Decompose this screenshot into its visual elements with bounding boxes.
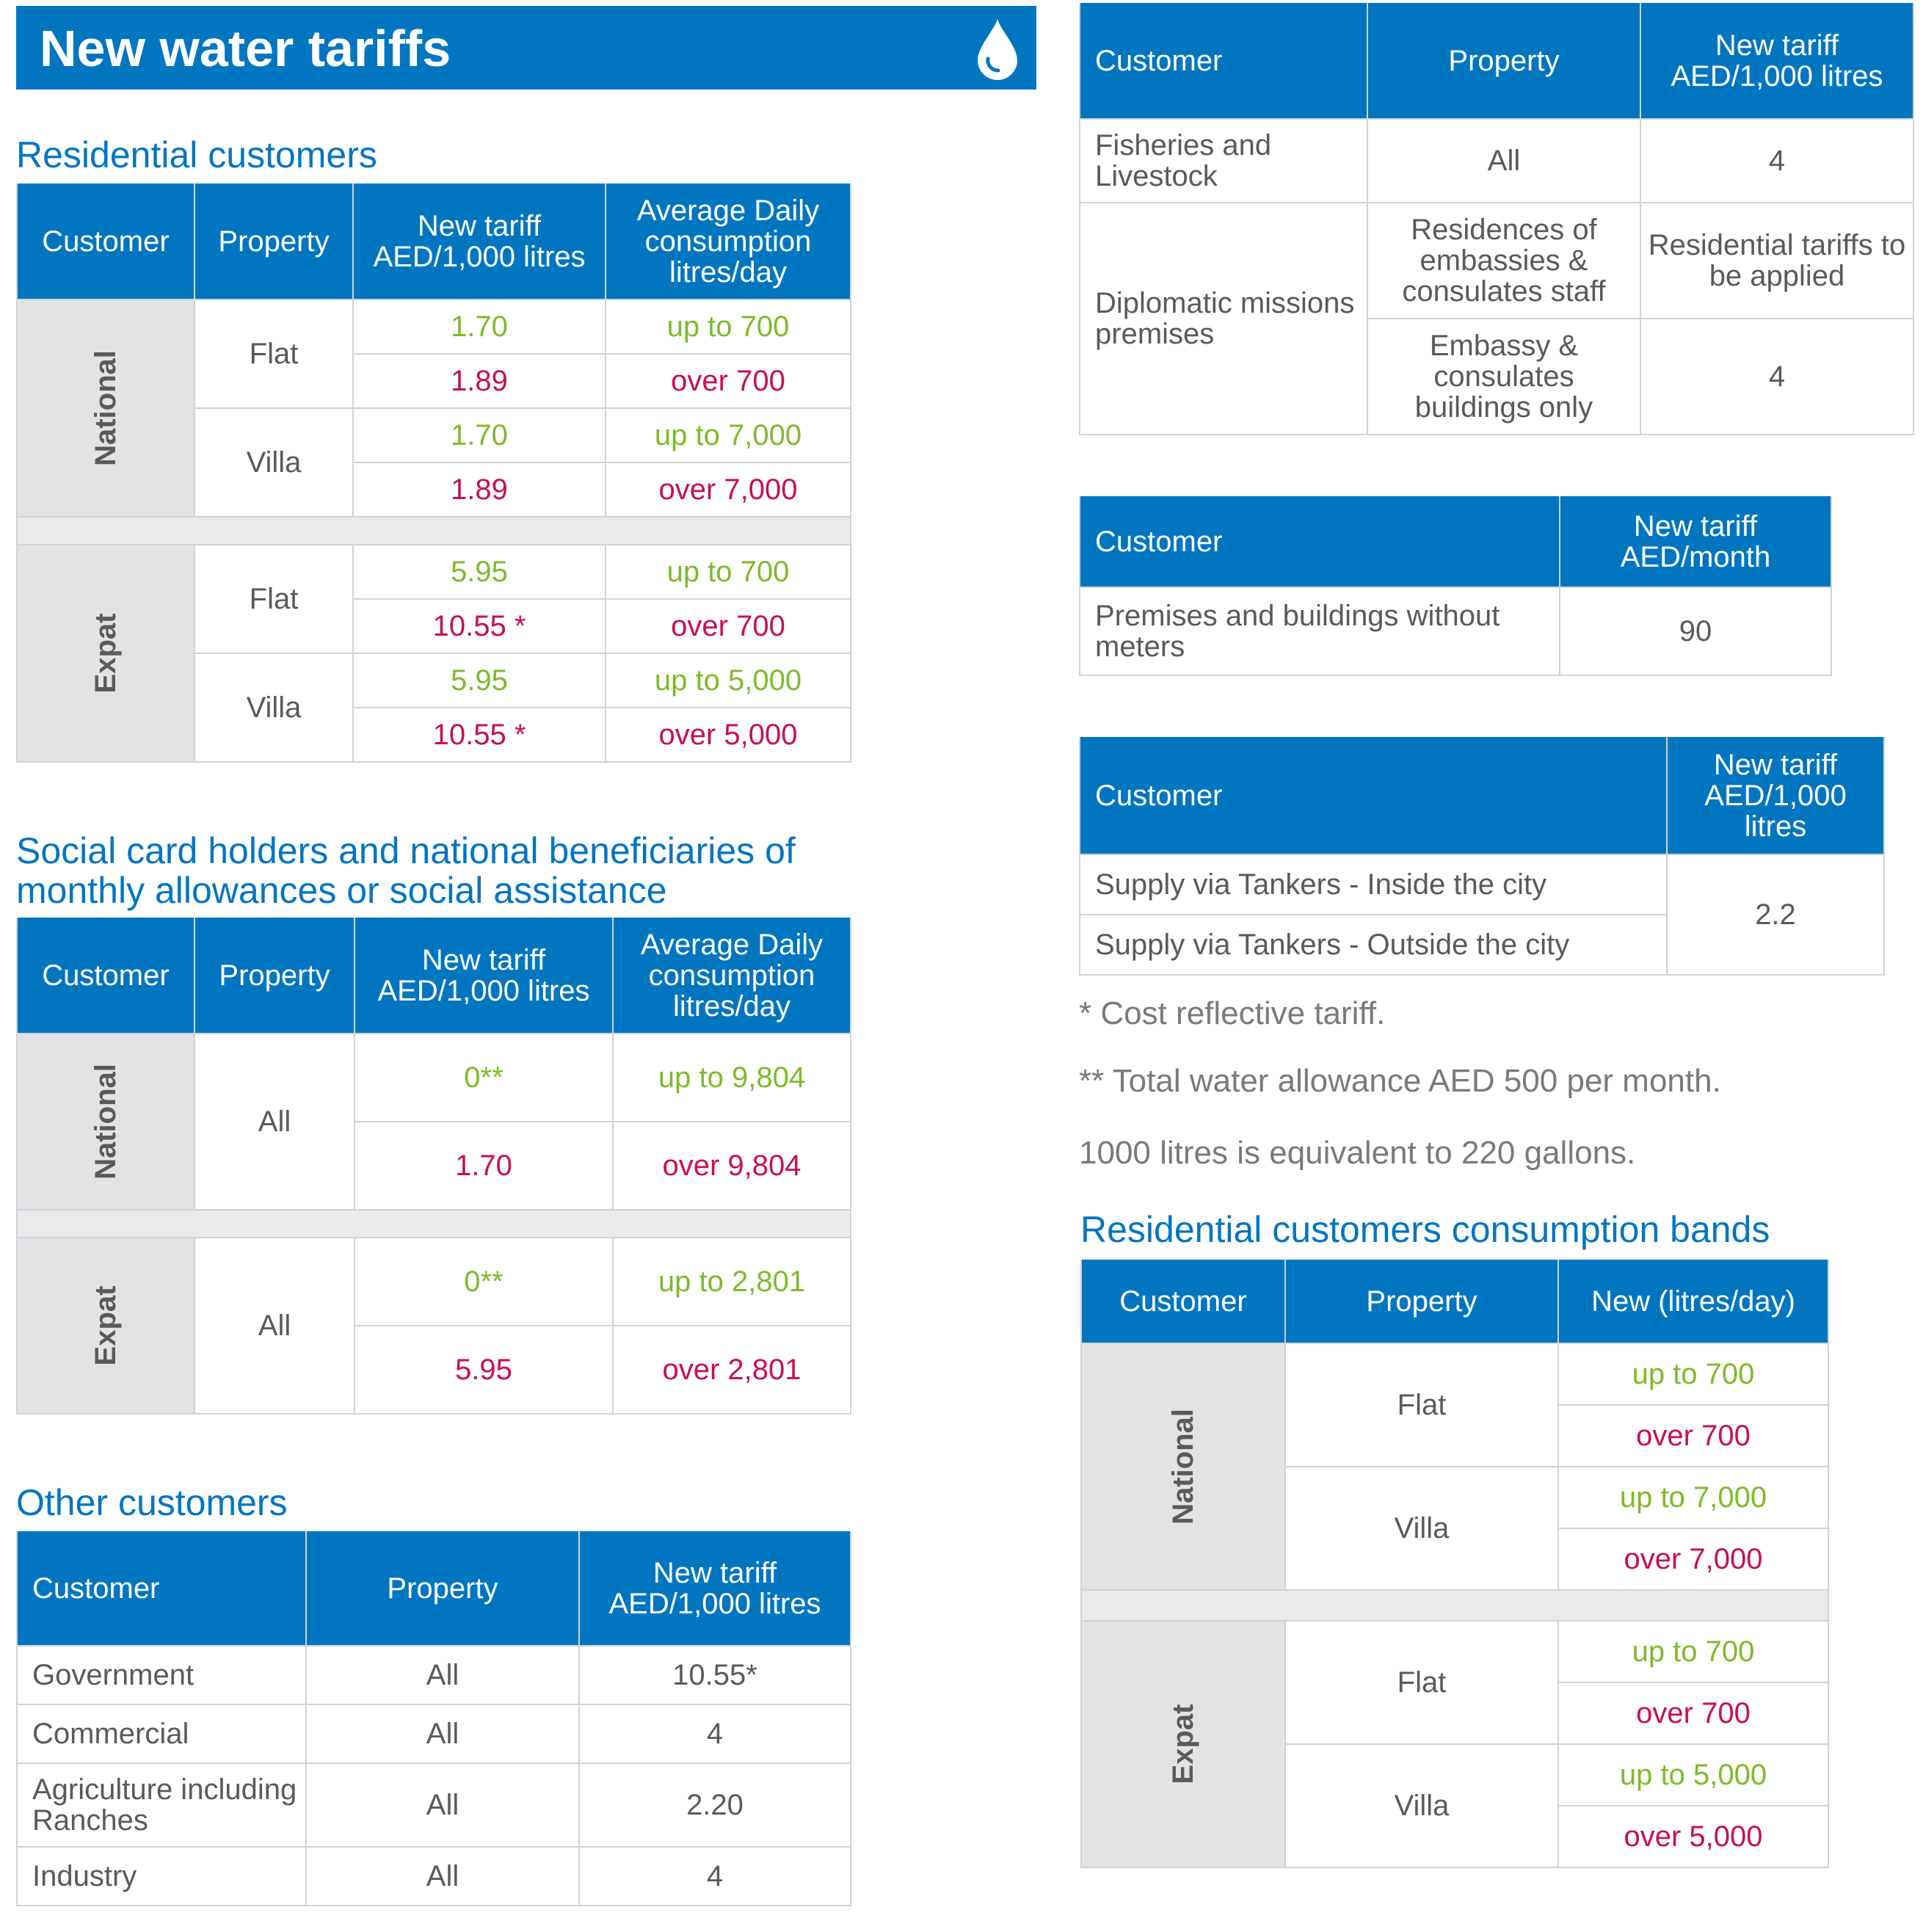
- consumption-value: up to 7,000: [606, 408, 851, 462]
- water-drop-icon: [972, 16, 1023, 82]
- property-cell: Embassy & consulates buildings only: [1367, 319, 1640, 435]
- property-flat: Flat: [195, 545, 353, 653]
- property-all: All: [195, 1238, 355, 1414]
- social-table: [16, 918, 851, 1414]
- property-cell: All: [306, 1704, 579, 1763]
- consumption-value: up to 5,000: [606, 653, 851, 708]
- consumption-value: over 700: [606, 354, 851, 408]
- tankers-table: [1079, 737, 1885, 976]
- property-villa: Villa: [195, 653, 353, 762]
- property-villa: Villa: [1285, 1467, 1558, 1590]
- table-row: [17, 1847, 851, 1906]
- consumption-value: over 700: [606, 599, 851, 653]
- table-row: [17, 1763, 851, 1847]
- consumption-value: over 9,804: [613, 1122, 851, 1210]
- band-value: over 700: [1558, 1682, 1828, 1744]
- customer-cell: Supply via Tankers - Outside the city: [1080, 915, 1667, 975]
- consumption-value: over 5,000: [606, 708, 851, 762]
- band-value: over 5,000: [1558, 1806, 1828, 1867]
- property-flat: Flat: [195, 299, 353, 408]
- tariff-value: 1.70: [355, 1122, 613, 1210]
- group-separator: [17, 1210, 851, 1238]
- customer-cell: Government: [17, 1646, 306, 1704]
- tariff-cell: 4: [1640, 319, 1913, 435]
- tariff-value: 5.95: [353, 653, 606, 708]
- table-row: [17, 1034, 851, 1122]
- header-consumption: Average Daily consumption litres/day: [606, 184, 851, 299]
- group-national: National: [1081, 1343, 1285, 1590]
- header-property: Property: [195, 184, 353, 299]
- tariff-value: 10.55 *: [353, 599, 606, 653]
- property-cell: All: [306, 1763, 579, 1847]
- consumption-value: up to 9,804: [613, 1034, 851, 1122]
- consumption-value: up to 700: [606, 545, 851, 599]
- residential-table: [16, 184, 851, 763]
- table-header-row: [17, 918, 851, 1034]
- table-header-row: [1080, 737, 1884, 854]
- tariff-cell: 2.2: [1667, 854, 1884, 975]
- group-expat: Expat: [1081, 1621, 1285, 1867]
- header-customer: Customer: [17, 1531, 306, 1646]
- tariff-cell: 4: [579, 1704, 851, 1763]
- band-value: over 7,000: [1558, 1528, 1828, 1590]
- bands-table: [1080, 1260, 1829, 1868]
- header-tariff: New tariff AED/1,000 litres: [1640, 3, 1913, 119]
- consumption-value: up to 2,801: [613, 1238, 851, 1326]
- group-separator: [1081, 1590, 1828, 1621]
- table-row: [1080, 587, 1831, 675]
- special-table: [1079, 3, 1914, 435]
- group-expat: Expat: [17, 1238, 195, 1414]
- tariff-cell: 4: [579, 1847, 851, 1906]
- table-row: [1081, 1343, 1828, 1405]
- property-all: All: [195, 1034, 355, 1210]
- consumption-value: up to 700: [606, 299, 851, 354]
- residential-title: Residential customers: [16, 134, 377, 175]
- tariff-value: 1.70: [353, 299, 606, 354]
- header-property: Property: [195, 918, 355, 1034]
- bands-title: Residential customers consumption bands: [1080, 1209, 1770, 1250]
- customer-cell: Supply via Tankers - Inside the city: [1080, 854, 1667, 915]
- customer-cell: Industry: [17, 1847, 306, 1906]
- tariff-cell: 10.55*: [579, 1646, 851, 1704]
- header-property: Property: [1285, 1260, 1558, 1343]
- tariff-cell: 4: [1640, 119, 1913, 203]
- tariff-value: 1.89: [353, 354, 606, 408]
- table-header-row: [1081, 1260, 1828, 1343]
- tariff-value: 1.89: [353, 462, 606, 517]
- header-tariff: New tariff AED/1,000 litres: [355, 918, 613, 1034]
- property-flat: Flat: [1285, 1343, 1558, 1467]
- consumption-value: over 7,000: [606, 462, 851, 517]
- band-value: over 700: [1558, 1405, 1828, 1467]
- band-value: up to 7,000: [1558, 1467, 1828, 1528]
- table-header-row: [17, 1531, 851, 1646]
- table-row: [1080, 854, 1884, 915]
- table-row: [17, 1704, 851, 1763]
- header-consumption: Average Daily consumption litres/day: [613, 918, 851, 1034]
- tariff-value: 1.70: [353, 408, 606, 462]
- note-gallons: 1000 litres is equivalent to 220 gallons.: [1079, 1135, 1636, 1171]
- header-customer: Customer: [17, 918, 195, 1034]
- tariff-value: 5.95: [355, 1326, 613, 1414]
- tariff-cell: 90: [1560, 587, 1831, 675]
- band-value: up to 700: [1558, 1343, 1828, 1405]
- table-header-row: [17, 184, 851, 299]
- table-row: [17, 545, 851, 599]
- note-cost-reflective: * Cost reflective tariff.: [1079, 995, 1386, 1031]
- tariff-cell: Residential tariffs to be applied: [1640, 203, 1913, 319]
- table-row: [1080, 119, 1913, 203]
- tariff-cell: 2.20: [579, 1763, 851, 1847]
- customer-cell: Premises and buildings without meters: [1080, 587, 1560, 675]
- header-customer: Customer: [1080, 3, 1367, 119]
- property-cell: All: [306, 1847, 579, 1906]
- table-header-row: [1080, 496, 1831, 587]
- other-table: [16, 1531, 851, 1906]
- property-cell: All: [1367, 119, 1640, 203]
- header-tariff: New tariff AED/1,000 litres: [1667, 737, 1884, 854]
- table-row: [17, 299, 851, 354]
- band-value: up to 700: [1558, 1621, 1828, 1682]
- table-header-row: [1080, 3, 1913, 119]
- property-flat: Flat: [1285, 1621, 1558, 1744]
- tariff-value: 0**: [355, 1238, 613, 1326]
- tariff-value: 10.55 *: [353, 708, 606, 762]
- header-tariff: New tariff AED/month: [1560, 496, 1831, 587]
- group-national: National: [17, 299, 195, 517]
- header-customer: Customer: [1080, 737, 1667, 854]
- header-tariff: New tariff AED/1,000 litres: [353, 184, 606, 299]
- property-villa: Villa: [195, 408, 353, 517]
- header-customer: Customer: [1080, 496, 1560, 587]
- group-expat: Expat: [17, 545, 195, 762]
- property-cell: Residences of embassies & consulates staff: [1367, 203, 1640, 319]
- other-title: Other customers: [16, 1482, 288, 1523]
- customer-cell: Diplomatic missions premises: [1080, 203, 1367, 435]
- header-customer: Customer: [1081, 1260, 1285, 1343]
- band-value: up to 5,000: [1558, 1744, 1828, 1806]
- group-national: National: [17, 1034, 195, 1210]
- table-row: [17, 1646, 851, 1704]
- header-tariff: New tariff AED/1,000 litres: [579, 1531, 851, 1646]
- table-row: [17, 1238, 851, 1326]
- header-band: New (litres/day): [1558, 1260, 1828, 1343]
- customer-cell: Commercial: [17, 1704, 306, 1763]
- customer-cell: Fisheries and Livestock: [1080, 119, 1367, 203]
- customer-cell: Agriculture including Ranches: [17, 1763, 306, 1847]
- page-title: New water tariffs: [40, 20, 451, 77]
- table-row: [1081, 1621, 1828, 1682]
- property-cell: All: [306, 1646, 579, 1704]
- note-allowance: ** Total water allowance AED 500 per month.: [1079, 1063, 1721, 1099]
- consumption-value: over 2,801: [613, 1326, 851, 1414]
- tariff-value: 0**: [355, 1034, 613, 1122]
- tariff-value: 5.95: [353, 545, 606, 599]
- property-villa: Villa: [1285, 1744, 1558, 1867]
- page-banner: [16, 6, 1036, 90]
- header-property: Property: [306, 1531, 579, 1646]
- group-separator: [17, 517, 851, 545]
- header-property: Property: [1367, 3, 1640, 119]
- table-row: [1080, 203, 1913, 319]
- meterless-table: [1079, 496, 1832, 676]
- header-customer: Customer: [17, 184, 195, 299]
- social-title: Social card holders and national beneficiaries of monthly allowances or social assistance: [16, 830, 796, 911]
